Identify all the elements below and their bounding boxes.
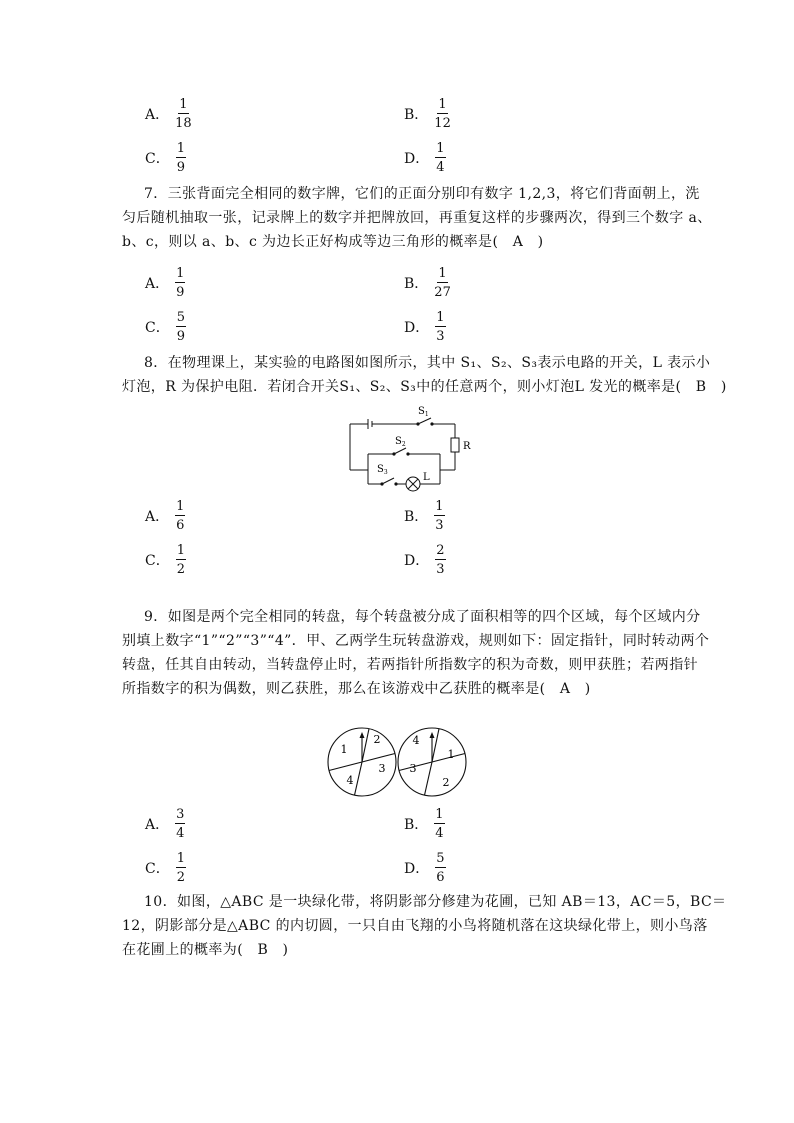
fraction xyxy=(435,544,445,576)
denominator: 9 xyxy=(176,285,185,300)
q6-option-c xyxy=(145,142,186,174)
numerator: 3 xyxy=(176,807,185,822)
fraction xyxy=(435,142,445,174)
fraction xyxy=(175,98,192,130)
arrow-icon xyxy=(360,732,365,738)
left-spinner-number: 2 xyxy=(373,733,381,746)
q8-option-a xyxy=(145,500,185,532)
fraction xyxy=(176,311,186,343)
denominator: 9 xyxy=(176,160,185,175)
divider xyxy=(355,762,363,795)
denominator: 9 xyxy=(176,329,185,344)
numerator: 1 xyxy=(179,97,188,112)
fraction xyxy=(176,852,186,884)
option-letter: A． xyxy=(145,817,170,833)
denominator: 2 xyxy=(176,870,185,885)
l-label: L xyxy=(423,472,430,483)
denominator: 18 xyxy=(175,116,192,131)
question-line: 在花圃上的概率为( B ) xyxy=(122,942,289,958)
option-letter: C． xyxy=(145,553,170,569)
question-line: 8．在物理课上，某实验的电路图如图所示，其中 S₁、S₂、S₃表示电路的开关，L 表示小 xyxy=(144,355,711,371)
question-line: 灯泡，R 为保护电阻．若闭合开关S₁、S₂、S₃中的任意两个，则小灯泡L 发光的概率是( B ) xyxy=(122,379,727,395)
switch-contact xyxy=(392,452,395,455)
question-line: 别填上数字“1”“2”“3”“4”．甲、乙两学生玩转盘游戏，规则如下：固定指针，同时转动两个 xyxy=(122,633,710,649)
numerator: 1 xyxy=(438,97,447,112)
right-spinner-number: 4 xyxy=(412,734,420,747)
left-spinner-number: 1 xyxy=(340,743,348,756)
fraction xyxy=(175,500,185,532)
option-letter: B． xyxy=(404,107,429,123)
switch-s1-lever xyxy=(418,418,431,424)
s2-label: $S_2$ xyxy=(395,436,406,448)
denominator: 12 xyxy=(434,116,451,131)
q6-option-a xyxy=(145,98,192,130)
right-spinner-number: 1 xyxy=(447,748,455,761)
denominator: 4 xyxy=(176,826,185,841)
option-letter: B． xyxy=(404,509,429,525)
option-letter: C． xyxy=(145,861,170,877)
q8-option-b xyxy=(404,500,445,532)
arrow-icon xyxy=(430,732,435,738)
numerator: 1 xyxy=(176,543,185,558)
option-letter: D． xyxy=(404,320,430,336)
denominator: 6 xyxy=(436,870,445,885)
s1-label: $S_1$ xyxy=(418,406,429,418)
question-line: 转盘，任其自由转动，当转盘停止时，若两指针所指数字的积为奇数，则甲获胜；若两指针 xyxy=(122,657,698,673)
question-7-text xyxy=(122,182,712,254)
question-line: 7．三张背面完全相同的数字牌，它们的正面分别印有数字 1,2,3，将它们背面朝上，洗 xyxy=(144,186,700,202)
switch-s2-lever xyxy=(394,448,406,454)
numerator: 5 xyxy=(436,851,445,866)
denominator: 3 xyxy=(435,518,444,533)
numerator: 2 xyxy=(436,543,445,558)
q6-option-d xyxy=(404,142,446,174)
switch-contact xyxy=(430,422,433,425)
option-letter: A． xyxy=(145,276,170,292)
right-spinner-number: 2 xyxy=(442,776,450,789)
switch-contact xyxy=(406,452,409,455)
q7-option-b xyxy=(404,267,451,299)
switch-contact xyxy=(416,422,419,425)
q9-option-d xyxy=(404,852,446,884)
q8-option-d xyxy=(404,544,446,576)
numerator: 1 xyxy=(438,266,447,281)
r-label: R xyxy=(463,441,471,452)
right-spinner-number: 3 xyxy=(409,762,417,775)
numerator: 1 xyxy=(176,141,185,156)
divider xyxy=(362,729,369,762)
denominator: 4 xyxy=(436,160,445,175)
denominator: 3 xyxy=(436,329,445,344)
denominator: 4 xyxy=(435,826,444,841)
option-letter: A． xyxy=(145,107,170,123)
question-line: 12，阴影部分是△ABC 的内切圆，一只自由飞翔的小鸟将随机落在这块绿化带上，则小鸟落 xyxy=(122,918,708,934)
q9-option-a xyxy=(145,808,185,840)
numerator: 1 xyxy=(176,266,185,281)
fraction xyxy=(434,267,451,299)
q9-option-b xyxy=(404,808,445,840)
s3-label: $S_3$ xyxy=(377,464,388,476)
switch-contact xyxy=(394,482,397,485)
divider xyxy=(432,729,439,762)
denominator: 27 xyxy=(434,285,451,300)
option-letter: D． xyxy=(404,553,430,569)
q7-option-c xyxy=(145,311,186,343)
switch-contact xyxy=(380,482,383,485)
option-letter: C． xyxy=(145,320,170,336)
denominator: 3 xyxy=(436,562,445,577)
q7-option-a xyxy=(145,267,185,299)
fraction xyxy=(434,500,444,532)
fraction xyxy=(175,267,185,299)
resistor xyxy=(451,438,459,452)
switch-s3-lever xyxy=(382,478,394,484)
question-line: 9．如图是两个完全相同的转盘，每个转盘被分成了面积相等的四个区域，每个区域内分 xyxy=(144,609,701,625)
fraction xyxy=(434,98,451,130)
numerator: 1 xyxy=(435,807,444,822)
q7-option-d xyxy=(404,311,446,343)
question-9-text xyxy=(122,605,710,701)
numerator: 1 xyxy=(436,310,445,325)
left-spinner-number: 3 xyxy=(378,762,386,775)
denominator: 2 xyxy=(176,562,185,577)
spinner-diagram xyxy=(322,722,472,802)
left-spinner-number: 4 xyxy=(346,774,354,787)
fraction xyxy=(435,852,445,884)
option-letter: D． xyxy=(404,861,430,877)
numerator: 1 xyxy=(435,499,444,514)
question-8-text xyxy=(122,351,727,399)
question-line: 所指数字的积为偶数，则乙获胜，那么在该游戏中乙获胜的概率是( A ) xyxy=(122,681,591,697)
divider xyxy=(362,754,395,763)
option-letter: A． xyxy=(145,509,170,525)
divider xyxy=(425,762,433,795)
option-letter: D． xyxy=(404,151,430,167)
numerator: 1 xyxy=(176,499,185,514)
divider xyxy=(329,762,362,771)
option-letter: C． xyxy=(145,151,170,167)
circuit-diagram xyxy=(340,402,480,494)
denominator: 6 xyxy=(176,518,185,533)
question-10-text xyxy=(122,890,727,962)
numerator: 1 xyxy=(436,141,445,156)
q6-option-b xyxy=(404,98,451,130)
question-line: 匀后随机抽取一张，记录牌上的数字并把牌放回，再重复这样的步骤两次，得到三个数字 a、 xyxy=(122,210,712,226)
numerator: 1 xyxy=(176,851,185,866)
question-line: b、c，则以 a、b、c 为边长正好构成等边三角形的概率是( A ) xyxy=(122,234,544,250)
fraction xyxy=(176,544,186,576)
q8-option-c xyxy=(145,544,186,576)
question-line: 10．如图，△ABC 是一块绿化带，将阴影部分修建为花圃，已知 AB＝13，AC＝5，BC＝ xyxy=(144,894,727,910)
option-letter: B． xyxy=(404,817,429,833)
fraction xyxy=(176,142,186,174)
option-letter: B． xyxy=(404,276,429,292)
q9-option-c xyxy=(145,852,186,884)
fraction xyxy=(435,311,445,343)
fraction xyxy=(434,808,444,840)
numerator: 5 xyxy=(176,310,185,325)
fraction xyxy=(175,808,185,840)
